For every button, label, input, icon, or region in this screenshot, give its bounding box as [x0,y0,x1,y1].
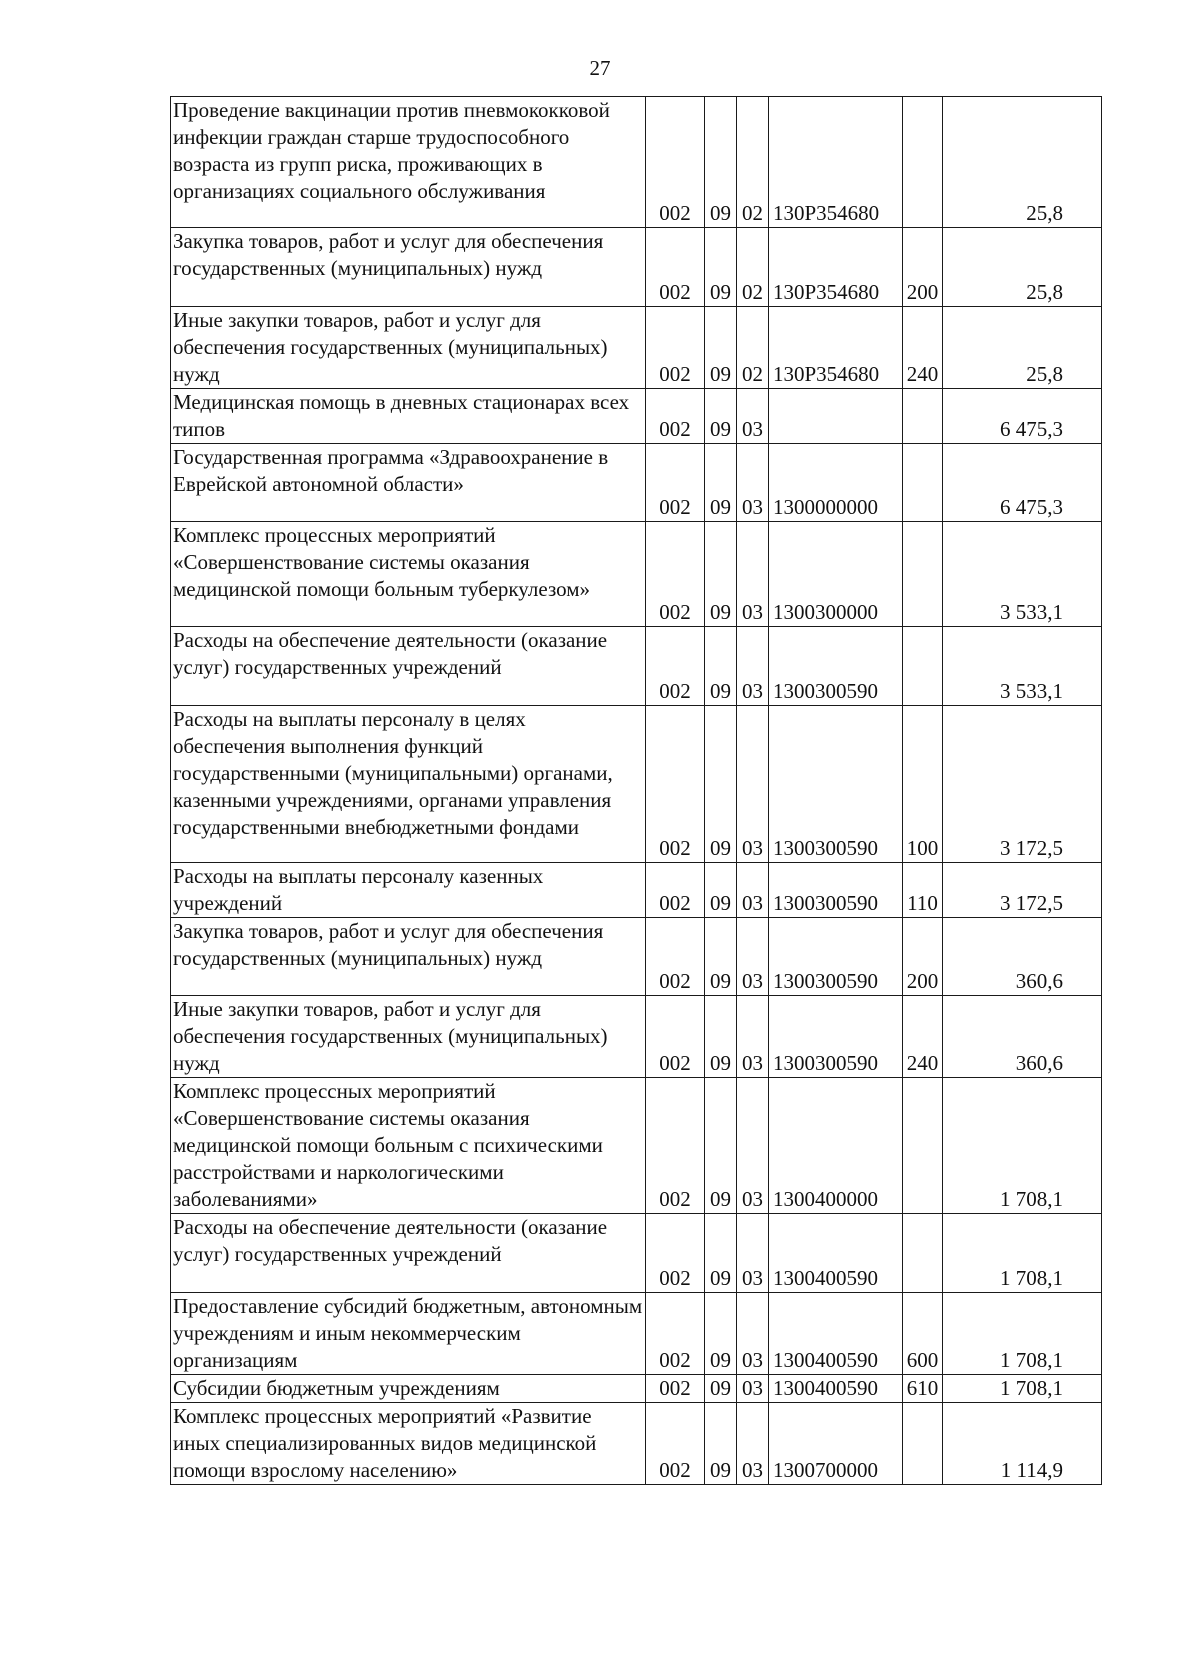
row-section-code: 09 [705,1078,737,1214]
row-section-code: 09 [705,1374,737,1402]
row-target-article-code: 130P354680 [769,306,903,388]
row-name: Проведение вакцинации против пневмококковой инфекции граждан старше трудоспособного возраста из групп риска, проживающих в организациях социального обслуживания [171,97,646,228]
row-amount: 1 708,1 [943,1214,1102,1293]
row-target-article-code: 130P354680 [769,97,903,228]
row-name: Комплекс процессных мероприятий «Совершенствование системы оказания медицинской помощи больным с психическими расстройствами и наркологическими заболеваниями» [171,1078,646,1214]
table-row [171,97,1102,228]
row-target-article-code: 1300300590 [769,996,903,1078]
row-expense-type-code [903,522,943,627]
row-amount: 6 475,3 [943,388,1102,443]
row-target-article-code: 1300300590 [769,705,903,862]
row-target-article-code: 1300300590 [769,917,903,996]
row-target-article-code: 130P354680 [769,228,903,307]
row-section-code: 09 [705,522,737,627]
table-row [171,443,1102,522]
row-amount: 6 475,3 [943,443,1102,522]
row-section-code: 09 [705,1292,737,1374]
row-expense-type-code [903,388,943,443]
row-expense-type-code [903,626,943,705]
row-grbs-code: 002 [646,917,705,996]
row-amount: 25,8 [943,228,1102,307]
row-name: Иные закупки товаров, работ и услуг для обеспечения государственных (муниципальных) нужд [171,996,646,1078]
row-expense-type-code [903,1402,943,1484]
row-section-code: 09 [705,1214,737,1293]
row-expense-type-code: 200 [903,917,943,996]
row-subsection-code: 03 [737,626,769,705]
table-row [171,1402,1102,1484]
row-name: Медицинская помощь в дневных стационарах всех типов [171,388,646,443]
row-name: Расходы на выплаты персоналу казенных учреждений [171,862,646,917]
row-target-article-code: 1300400590 [769,1214,903,1293]
row-grbs-code: 002 [646,228,705,307]
row-section-code: 09 [705,1402,737,1484]
row-section-code: 09 [705,862,737,917]
row-expense-type-code [903,1078,943,1214]
table-row [171,522,1102,627]
row-section-code: 09 [705,705,737,862]
row-grbs-code: 002 [646,388,705,443]
row-expense-type-code: 600 [903,1292,943,1374]
row-subsection-code: 03 [737,1374,769,1402]
row-section-code: 09 [705,97,737,228]
row-section-code: 09 [705,306,737,388]
row-amount: 1 708,1 [943,1292,1102,1374]
row-name: Расходы на выплаты персоналу в целях обеспечения выполнения функций государственными (муниципальными) органами, казенными учреждениями, органами управления государственными внебюджетными фондами [171,705,646,862]
row-name: Закупка товаров, работ и услуг для обеспечения государственных (муниципальных) нужд [171,917,646,996]
row-expense-type-code [903,1214,943,1293]
row-amount: 25,8 [943,97,1102,228]
row-grbs-code: 002 [646,996,705,1078]
row-target-article-code: 1300700000 [769,1402,903,1484]
row-target-article-code: 1300300590 [769,626,903,705]
row-name: Государственная программа «Здравоохранение в Еврейской автономной области» [171,443,646,522]
table-row [171,306,1102,388]
row-amount: 360,6 [943,917,1102,996]
table-row [171,388,1102,443]
row-section-code: 09 [705,996,737,1078]
row-subsection-code: 02 [737,228,769,307]
row-grbs-code: 002 [646,522,705,627]
row-section-code: 09 [705,626,737,705]
row-target-article-code: 1300300000 [769,522,903,627]
table-row [171,705,1102,862]
row-grbs-code: 002 [646,705,705,862]
row-subsection-code: 03 [737,388,769,443]
row-amount: 3 172,5 [943,705,1102,862]
row-amount: 25,8 [943,306,1102,388]
budget-table-body [171,97,1102,1485]
row-name: Предоставление субсидий бюджетным, автономным учреждениям и иным некоммерческим организациям [171,1292,646,1374]
row-subsection-code: 03 [737,443,769,522]
row-subsection-code: 02 [737,97,769,228]
row-grbs-code: 002 [646,1374,705,1402]
table-row [171,1078,1102,1214]
row-name: Расходы на обеспечение деятельности (оказание услуг) государственных учреждений [171,1214,646,1293]
row-grbs-code: 002 [646,1214,705,1293]
row-expense-type-code [903,97,943,228]
row-name: Комплекс процессных мероприятий «Развитие иных специализированных видов медицинской помощи взрослому населению» [171,1402,646,1484]
row-grbs-code: 002 [646,1402,705,1484]
row-amount: 1 114,9 [943,1402,1102,1484]
row-target-article-code: 1300400000 [769,1078,903,1214]
row-expense-type-code: 100 [903,705,943,862]
row-name: Комплекс процессных мероприятий «Совершенствование системы оказания медицинской помощи больным туберкулезом» [171,522,646,627]
row-expense-type-code: 610 [903,1374,943,1402]
row-amount: 1 708,1 [943,1078,1102,1214]
row-subsection-code: 03 [737,996,769,1078]
table-row [171,862,1102,917]
row-subsection-code: 03 [737,862,769,917]
row-target-article-code [769,388,903,443]
row-grbs-code: 002 [646,306,705,388]
row-amount: 1 708,1 [943,1374,1102,1402]
row-grbs-code: 002 [646,97,705,228]
row-amount: 3 172,5 [943,862,1102,917]
row-subsection-code: 03 [737,1292,769,1374]
row-target-article-code: 1300400590 [769,1292,903,1374]
row-amount: 360,6 [943,996,1102,1078]
table-row [171,626,1102,705]
row-expense-type-code: 240 [903,306,943,388]
budget-table [170,96,1102,1485]
page-number: 27 [589,56,611,80]
table-row [171,1214,1102,1293]
row-subsection-code: 03 [737,1214,769,1293]
row-expense-type-code: 200 [903,228,943,307]
row-section-code: 09 [705,443,737,522]
row-section-code: 09 [705,388,737,443]
row-target-article-code: 1300000000 [769,443,903,522]
row-subsection-code: 02 [737,306,769,388]
row-section-code: 09 [705,228,737,307]
row-name: Иные закупки товаров, работ и услуг для обеспечения государственных (муниципальных) нужд [171,306,646,388]
row-subsection-code: 03 [737,705,769,862]
row-name: Субсидии бюджетным учреждениям [171,1374,646,1402]
row-amount: 3 533,1 [943,626,1102,705]
row-section-code: 09 [705,917,737,996]
row-grbs-code: 002 [646,862,705,917]
row-target-article-code: 1300400590 [769,1374,903,1402]
row-subsection-code: 03 [737,1078,769,1214]
row-grbs-code: 002 [646,443,705,522]
row-subsection-code: 03 [737,1402,769,1484]
table-row [171,1374,1102,1402]
table-row [171,228,1102,307]
row-grbs-code: 002 [646,1292,705,1374]
row-subsection-code: 03 [737,522,769,627]
row-grbs-code: 002 [646,626,705,705]
row-grbs-code: 002 [646,1078,705,1214]
row-expense-type-code [903,443,943,522]
row-subsection-code: 03 [737,917,769,996]
row-amount: 3 533,1 [943,522,1102,627]
table-row [171,917,1102,996]
table-row [171,1292,1102,1374]
row-name: Расходы на обеспечение деятельности (оказание услуг) государственных учреждений [171,626,646,705]
row-expense-type-code: 110 [903,862,943,917]
row-expense-type-code: 240 [903,996,943,1078]
row-target-article-code: 1300300590 [769,862,903,917]
table-row [171,996,1102,1078]
row-name: Закупка товаров, работ и услуг для обеспечения государственных (муниципальных) нужд [171,228,646,307]
